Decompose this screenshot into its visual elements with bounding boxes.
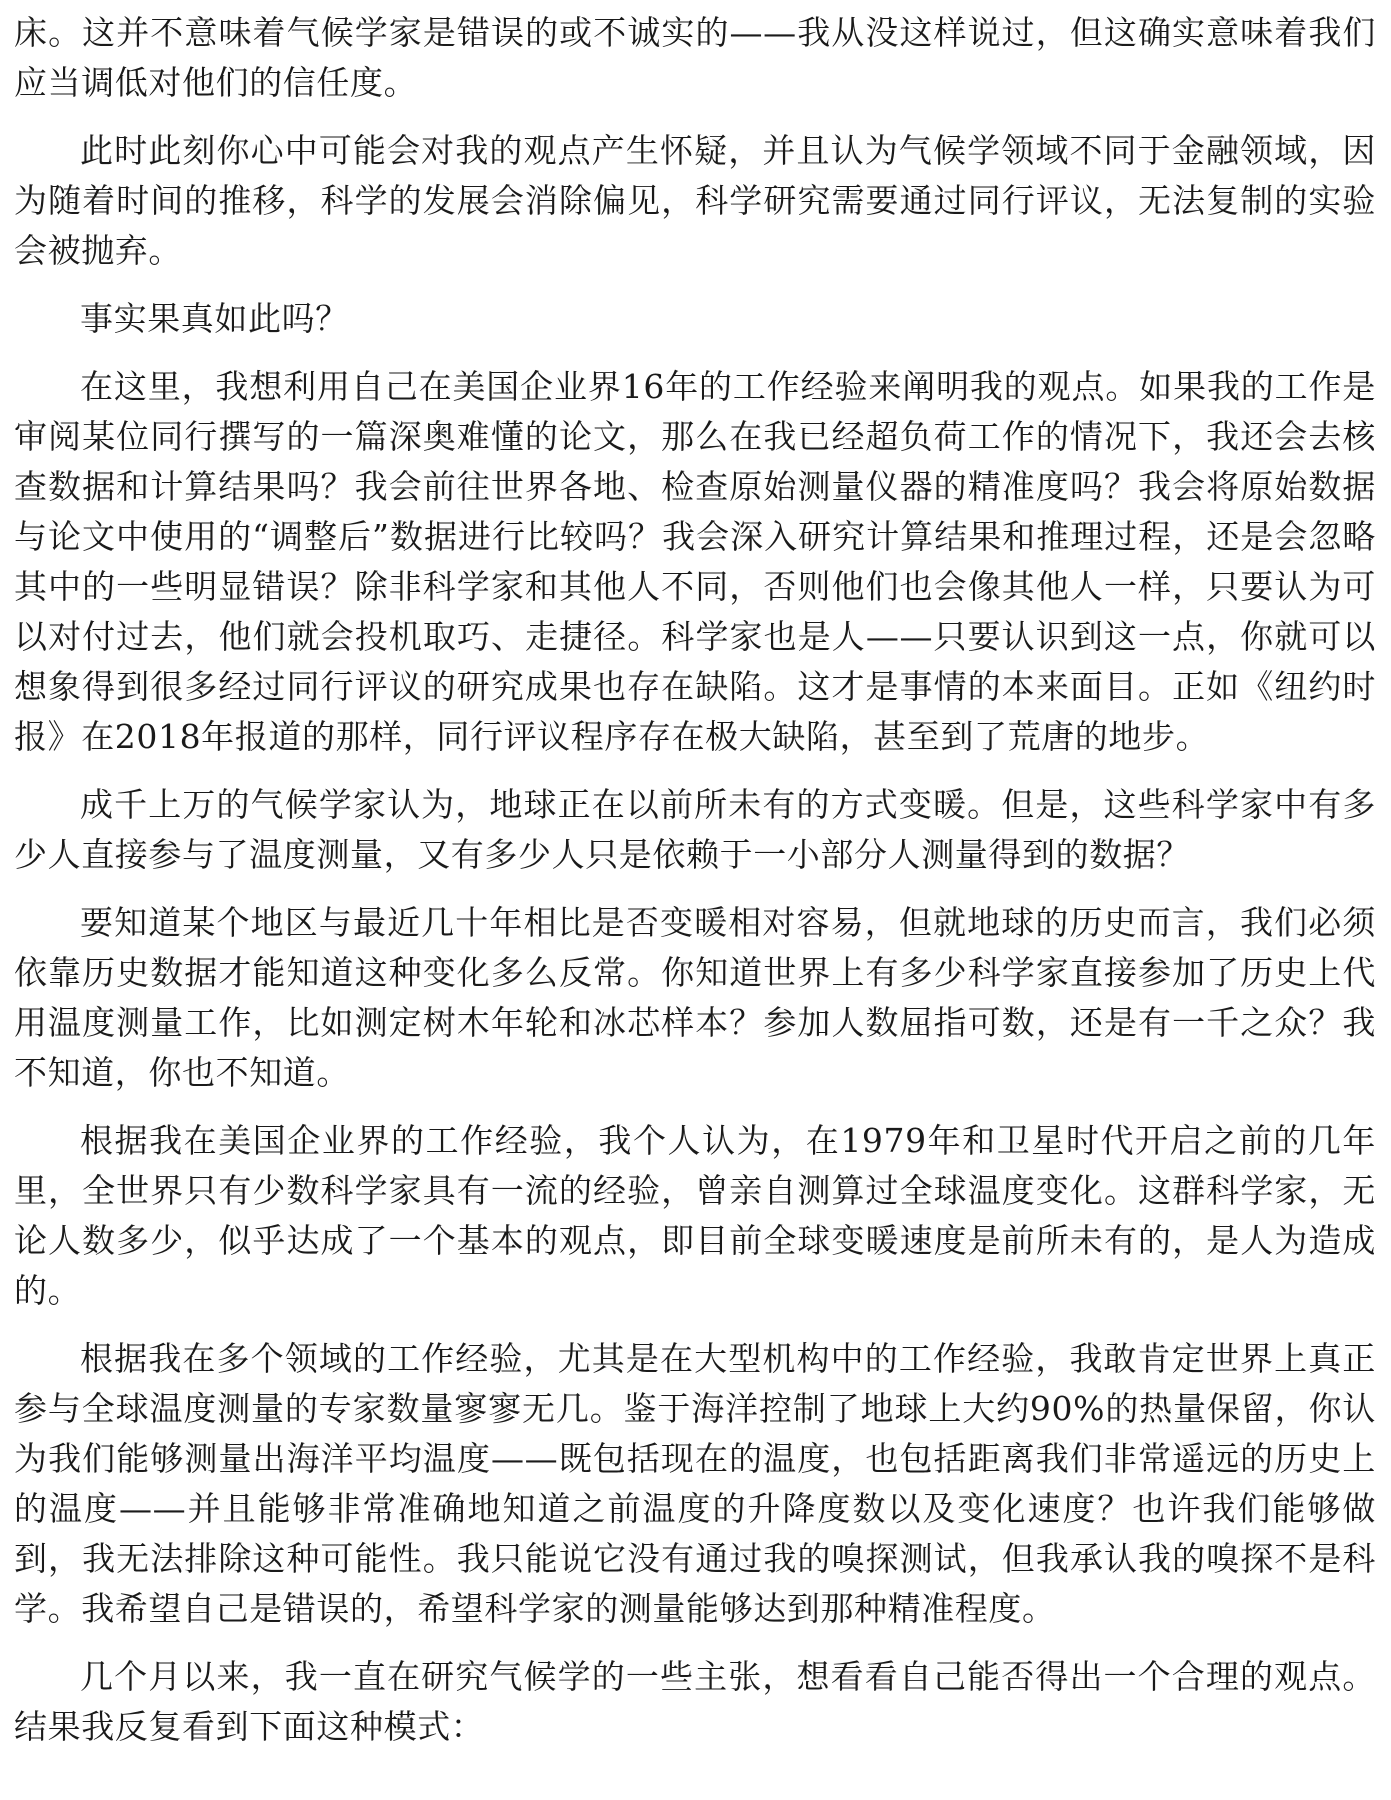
paragraph: 根据我在多个领域的工作经验，尤其是在大型机构中的工作经验，我敢肯定世界上真正参与全球温度测量的专家数量寥寥无几。鉴于海洋控制了地球上大约90%的热量保留，你认为我们能够测量出海洋平均温度——既包括现在的温度，也包括距离我们非常遥远的历史上的温度——并且能够非常准确地知道之前温度的升降度数以及变化速度？也许我们能够做到，我无法排除这种可能性。我只能说它没有通过我的嗅探测试，但我承认我的嗅探不是科学。我希望自己是错误的，希望科学家的测量能够达到那种精准程度。 <box>14 1339 1376 1628</box>
paragraph: 根据我在美国企业界的工作经验，我个人认为，在1979年和卫星时代开启之前的几年里，全世界只有少数科学家具有一流的经验，曾亲自测算过全球温度变化。这群科学家，无论人数多少，似乎达成了一个基本的观点，即目前全球变暖速度是前所未有的，是人为造成的。 <box>14 1121 1376 1310</box>
paragraph: 几个月以来，我一直在研究气候学的一些主张，想看看自己能否得出一个合理的观点。结果我反复看到下面这种模式： <box>14 1657 1376 1746</box>
paragraph: 事实果真如此吗？ <box>80 299 349 338</box>
paragraph: 成千上万的气候学家认为，地球正在以前所未有的方式变暖。但是，这些科学家中有多少人直接参与了温度测量，又有多少人只是依赖于一小部分人测量得到的数据？ <box>14 785 1376 874</box>
paragraph: 要知道某个地区与最近几十年相比是否变暖相对容易，但就地球的历史而言，我们必须依靠历史数据才能知道这种变化多么反常。你知道世界上有多少科学家直接参加了历史上代用温度测量工作，比如测定树木年轮和冰芯样本？参加人数屈指可数，还是有一千之众？我不知道，你也不知道。 <box>14 903 1376 1092</box>
paragraph: 此时此刻你心中可能会对我的观点产生怀疑，并且认为气候学领域不同于金融领域，因为随着时间的推移，科学的发展会消除偏见，科学研究需要通过同行评议，无法复制的实验会被抛弃。 <box>14 131 1376 270</box>
document-page <box>14 8 1376 1770</box>
paragraph: 在这里，我想利用自己在美国企业界16年的工作经验来阐明我的观点。如果我的工作是审阅某位同行撰写的一篇深奥难懂的论文，那么在我已经超负荷工作的情况下，我还会去核查数据和计算结果吗？我会前往世界各地、检查原始测量仪器的精准度吗？我会将原始数据与论文中使用的“调整后”数据进行比较吗？我会深入研究计算结果和推理过程，还是会忽略其中的一些明显错误？除非科学家和其他人不同，否则他们也会像其他人一样，只要认为可以对付过去，他们就会投机取巧、走捷径。科学家也是人——只要认识到这一点，你就可以想象得到很多经过同行评议的研究成果也存在缺陷。这才是事情的本来面目。正如《纽约时报》在2018年报道的那样，同行评议程序存在极大缺陷，甚至到了荒唐的地步。 <box>14 367 1376 756</box>
paragraph-continuation: 床。这并不意味着气候学家是错误的或不诚实的——我从没这样说过，但这确实意味着我们应当调低对他们的信任度。 <box>14 13 1376 102</box>
